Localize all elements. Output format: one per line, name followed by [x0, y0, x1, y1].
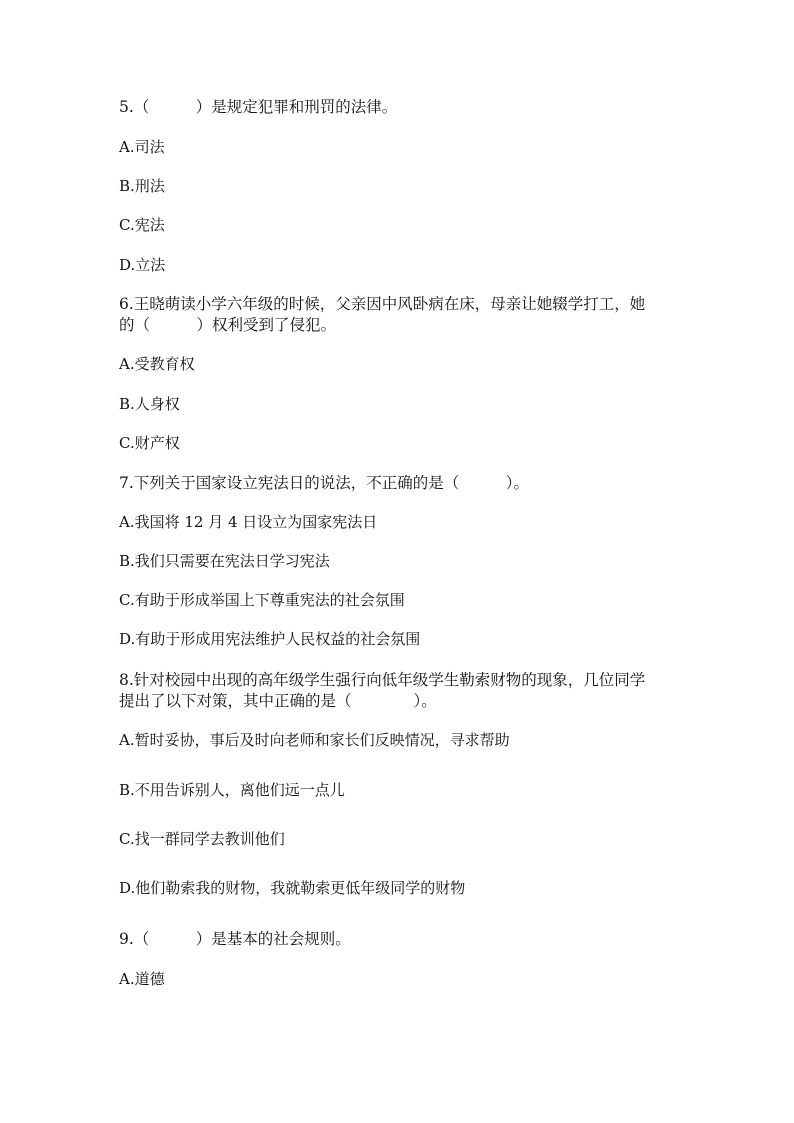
option-d: D.立法 [119, 256, 166, 274]
question-text: 针对校园中出现的高年级学生强行向低年级学生勒索财物的现象，几位同学 [133, 671, 646, 689]
question-text: 王晓萌读小学六年级的时候，父亲因中风卧病在床，母亲让她辍学打工，她 [133, 295, 646, 313]
question-number: 7. [119, 474, 134, 492]
question-number: 9. [119, 930, 134, 948]
option-b: B.不用告诉别人，离他们远一点儿 [119, 781, 345, 799]
question-text: 下列关于国家设立宪法日的说法，不正确的是（ ）。 [133, 474, 530, 492]
option-b: B.人身权 [119, 395, 180, 413]
question-stem [119, 670, 645, 690]
option-c: C.有助于形成举国上下尊重宪法的社会氛围 [119, 591, 405, 609]
question-stem [119, 97, 397, 117]
option-a: A.司法 [119, 138, 165, 156]
option-d: D.他们勒索我的财物，我就勒索更低年级同学的财物 [119, 879, 466, 897]
option-a: A.受教育权 [119, 355, 195, 373]
option-a: A.暂时妥协，事后及时向老师和家长们反映情况，寻求帮助 [119, 731, 510, 749]
option-c: C.财产权 [119, 434, 180, 452]
question-stem [119, 294, 645, 314]
question-text: （ ）是基本的社会规则。 [133, 930, 351, 948]
option-b: B.刑法 [119, 177, 165, 195]
question-number: 8. [119, 671, 134, 689]
option-c: C.宪法 [119, 216, 165, 234]
question-text-continued: 的（ ）权利受到了侵犯。 [119, 316, 337, 334]
option-a: A.我国将 12 月 4 日设立为国家宪法日 [119, 513, 378, 531]
option-a: A.道德 [119, 970, 165, 988]
option-c: C.找一群同学去教训他们 [119, 830, 285, 848]
question-text: （ ）是规定犯罪和刑罚的法律。 [133, 98, 398, 116]
question-number: 6. [119, 295, 134, 313]
question-text-continued: 提出了以下对策，其中正确的是（ ）。 [119, 692, 437, 710]
option-b: B.我们只需要在宪法日学习宪法 [119, 552, 330, 570]
option-d: D.有助于形成用宪法维护人民权益的社会氛围 [119, 630, 421, 648]
question-number: 5. [119, 98, 134, 116]
question-stem [119, 473, 529, 493]
question-stem [119, 929, 351, 949]
